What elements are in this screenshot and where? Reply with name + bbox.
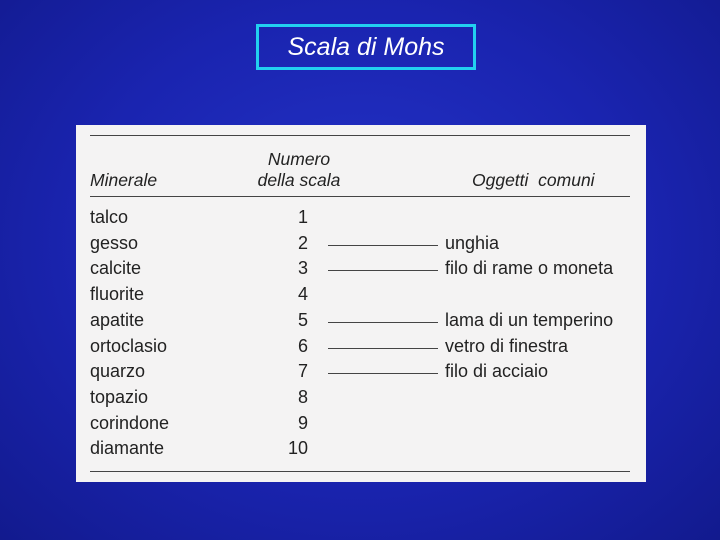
scale-number: 2 <box>297 232 308 253</box>
header-number-line2: della scala <box>257 170 341 190</box>
table-row <box>76 284 646 310</box>
mohs-table <box>76 125 646 482</box>
scale-number: 6 <box>297 335 308 356</box>
mineral-name: quarzo <box>90 361 146 382</box>
scale-number: 4 <box>297 284 308 305</box>
common-object: vetro di finestra <box>445 335 569 356</box>
mineral-name: apatite <box>90 309 145 330</box>
common-object: filo di acciaio <box>445 361 549 382</box>
scale-number: 7 <box>297 361 308 382</box>
scale-number: 9 <box>297 412 308 433</box>
scale-number: 8 <box>297 386 308 407</box>
common-object: unghia <box>445 232 500 253</box>
header-objects: Oggetti comuni <box>472 170 595 190</box>
mineral-name: fluorite <box>90 284 145 305</box>
mineral-name: topazio <box>90 386 149 407</box>
table-row <box>76 361 646 387</box>
common-object: lama di un temperino <box>445 309 614 330</box>
table-row <box>76 207 646 233</box>
connector-line <box>328 373 438 374</box>
mineral-name: calcite <box>90 258 142 279</box>
table-row <box>76 310 646 336</box>
connector-line <box>328 270 438 271</box>
slide-title-text: Scala di Mohs <box>287 32 445 61</box>
mineral-name: ortoclasio <box>90 335 168 356</box>
table-row <box>76 258 646 284</box>
mineral-name: gesso <box>90 232 139 253</box>
scale-number: 10 <box>287 438 308 459</box>
header-number-line1: Numero <box>267 149 331 169</box>
slide-title <box>256 24 476 70</box>
scale-number: 1 <box>297 207 308 227</box>
header-mineral: Minerale <box>90 170 158 190</box>
table-top-rule <box>90 135 630 136</box>
table-row <box>76 233 646 259</box>
table-row <box>76 336 646 362</box>
table-row <box>76 413 646 439</box>
header-rule <box>90 196 630 197</box>
mineral-name: corindone <box>90 412 170 433</box>
table-row <box>76 387 646 413</box>
scale-number: 5 <box>297 309 308 330</box>
mineral-name: talco <box>90 207 129 227</box>
common-object: filo di rame o moneta <box>445 258 614 279</box>
table-bottom-rule <box>90 471 630 472</box>
connector-line <box>328 348 438 349</box>
scale-number: 3 <box>297 258 308 279</box>
mineral-name: diamante <box>90 438 165 459</box>
table-row <box>76 438 646 464</box>
connector-line <box>328 322 438 323</box>
connector-line <box>328 245 438 246</box>
